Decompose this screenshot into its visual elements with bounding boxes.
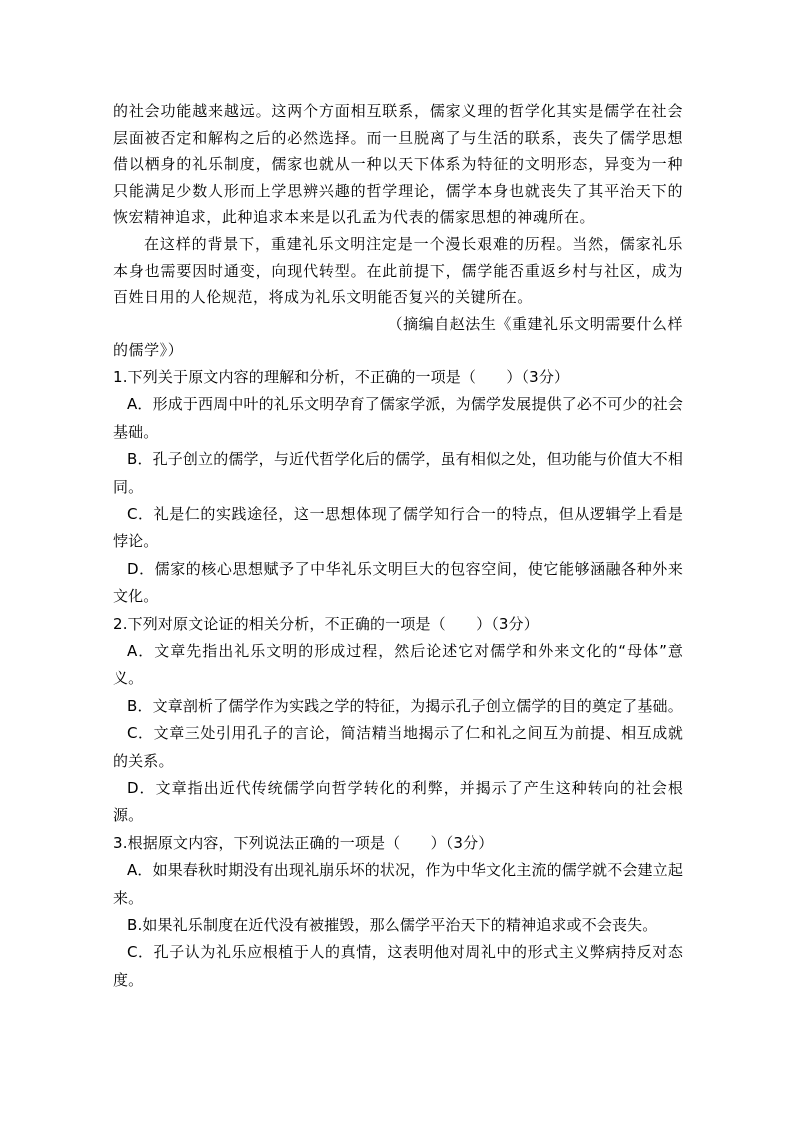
- question-3-option-c[interactable]: C．孔子认为礼乐应根植于人的真情，这表明他对周礼中的形式主义弊病持反对态度。: [113, 943, 683, 989]
- passage-paragraph-1: 的社会功能越来越远。这两个方面相互联系，儒家义理的哲学化其实是儒学在社会层面被否定和解构之后的必然选择。而一旦脱离了与生活的联系，丧失了儒学思想借以栖身的礼乐制度，儒家也就从一种以天下体系为特征的文明形态，异变为一种只能满足少数人形而上学思辨兴趣的哲学理论，儒学本身也就丧失了其平治天下的恢宏精神追求，此种追求本来是以孔孟为代表的儒家思想的神魂所在。: [113, 102, 683, 227]
- document-page: [113, 98, 683, 994]
- question-2: [113, 611, 683, 830]
- question-1-option-d[interactable]: D．儒家的核心思想赋予了中华礼乐文明巨大的包容空间，使它能够涵融各种外来文化。: [113, 559, 683, 606]
- question-2-stem: 2.下列对原文论证的相关分析，不正确的一项是（ ）（3分）: [113, 614, 539, 633]
- question-1: [113, 364, 683, 611]
- question-1-option-c[interactable]: C．礼是仁的实践途径，这一思想体现了儒学知行合一的特点，但从逻辑学上看是悖论。: [113, 504, 683, 551]
- citation-line-2: 的儒学》）: [113, 341, 184, 360]
- question-2-option-c[interactable]: C．文章三处引用孔子的言论，简洁精当地揭示了仁和礼之间互为前提、相互成就的关系。: [113, 724, 683, 770]
- question-1-option-a[interactable]: A．形成于西周中叶的礼乐文明孕育了儒家学派，为儒学发展提供了必不可少的社会基础。: [113, 395, 683, 441]
- question-3-option-b[interactable]: B.如果礼乐制度在近代没有被摧毁，那么儒学平治天下的精神追求或不会丧失。: [127, 916, 658, 935]
- passage-paragraph-2: 在这样的背景下，重建礼乐文明注定是一个漫长艰难的历程。当然，儒家礼乐本身也需要因时通变，向现代转型。在此前提下，儒学能否重返乡村与社区，成为百姓日用的人伦规范，将成为礼乐文明能否复兴的关键所在。: [113, 234, 683, 307]
- citation-line-1: （摘编自赵法生《重建礼乐文明需要什么样: [387, 314, 683, 333]
- question-2-option-b[interactable]: B．文章剖析了儒学作为实践之学的特征，为揭示孔子创立儒学的目的奠定了基础。: [127, 696, 683, 715]
- question-3-stem: 3.根据原文内容，下列说法正确的一项是（ ）（3分）: [113, 833, 494, 852]
- question-3-option-a[interactable]: A．如果春秋时期没有出现礼崩乐坏的状况，作为中华文化主流的儒学就不会建立起来。: [113, 861, 683, 907]
- question-1-option-b[interactable]: B．孔子创立的儒学，与近代哲学化后的儒学，虽有相似之处，但功能与价值大不相同。: [113, 450, 683, 496]
- question-2-option-a[interactable]: A．文章先指出礼乐文明的形成过程，然后论述它对儒学和外来文化的“母体”意义。: [113, 642, 683, 688]
- passage-citation: [113, 311, 683, 364]
- question-3: [113, 830, 683, 994]
- question-1-stem: 1.下列关于原文内容的理解和分析，不正确的一项是（ ）（3分）: [113, 367, 570, 386]
- question-2-option-d[interactable]: D．文章指出近代传统儒学向哲学转化的利弊，并揭示了产生这种转向的社会根源。: [113, 779, 683, 825]
